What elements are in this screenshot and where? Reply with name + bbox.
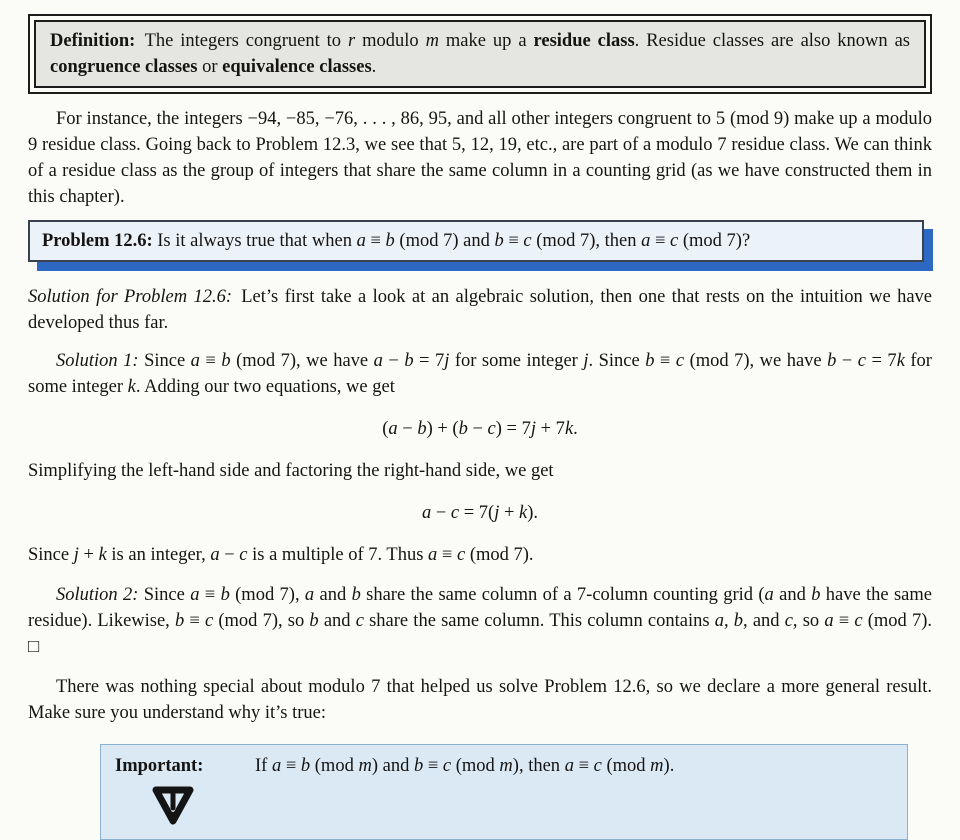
problem-text: Problem 12.6: Is it always true that when a ≡ b (mod 7) and b ≡ c (mod 7), then a ≡ c (mod 7)?: [42, 231, 751, 251]
general-result-paragraph: There was nothing special about modulo 7 that helped us solve Problem 12.6, so we declare a more general result. Make sure you understand why it’s true:: [28, 677, 932, 723]
conclusion-paragraph: Since j + k is an integer, a − c is a multiple of 7. Thus a ≡ c (mod 7).: [28, 545, 534, 565]
warning-exclamation-icon: [147, 781, 199, 829]
definition-box-inner: [34, 20, 926, 88]
important-label: Important:: [115, 756, 204, 776]
intro-paragraph: For instance, the integers −94, −85, −76, . . . , 86, 95, and all other integers congruent to 5 (mod 9) make up a modulo 9 residue class. Going back to Problem 12.3, we see that 5, 12, 19, etc., are part of a modulo 7 residue class. We can think of a residue class as the group of integers that share the same column in a counting grid (as we have constructed them in this chapter).: [28, 109, 932, 207]
definition-box: [28, 14, 932, 94]
important-box: [100, 744, 908, 840]
equation-factored: a − c = 7(j + k).: [421, 503, 539, 523]
equation-sum: (a − b) + (b − c) = 7j + 7k.: [382, 419, 578, 439]
definition-text: Definition: The integers congruent to r modulo m make up a residue class. Residue classes are also known as congruence classes or equivalence classes.: [50, 31, 911, 77]
solution2-paragraph: Solution 2: Since a ≡ b (mod 7), a and b share the same column of a 7-column counting grid (a and b have the same residue). Likewise, b ≡ c (mod 7), so b and c share the same column. This column contains a, b, and c, so a ≡ c (mod 7). □: [28, 585, 932, 657]
important-label-column: [115, 753, 245, 829]
solution1-paragraph: Solution 1: Since a ≡ b (mod 7), we have a − b = 7j for some integer j. Since b ≡ c (mod 7), we have b − c = 7k for some integer k. Adding our two equations, we get: [28, 351, 932, 397]
simplify-paragraph: Simplifying the left-hand side and factoring the right-hand side, we get: [28, 461, 554, 481]
important-text: If a ≡ b (mod m) and b ≡ c (mod m), then a ≡ c (mod m).: [255, 756, 675, 776]
solution-intro-paragraph: Solution for Problem 12.6: Let’s first take a look at an algebraic solution, then one that rests on the intuition we have developed thus far.: [28, 287, 932, 333]
problem-box: [28, 220, 924, 262]
